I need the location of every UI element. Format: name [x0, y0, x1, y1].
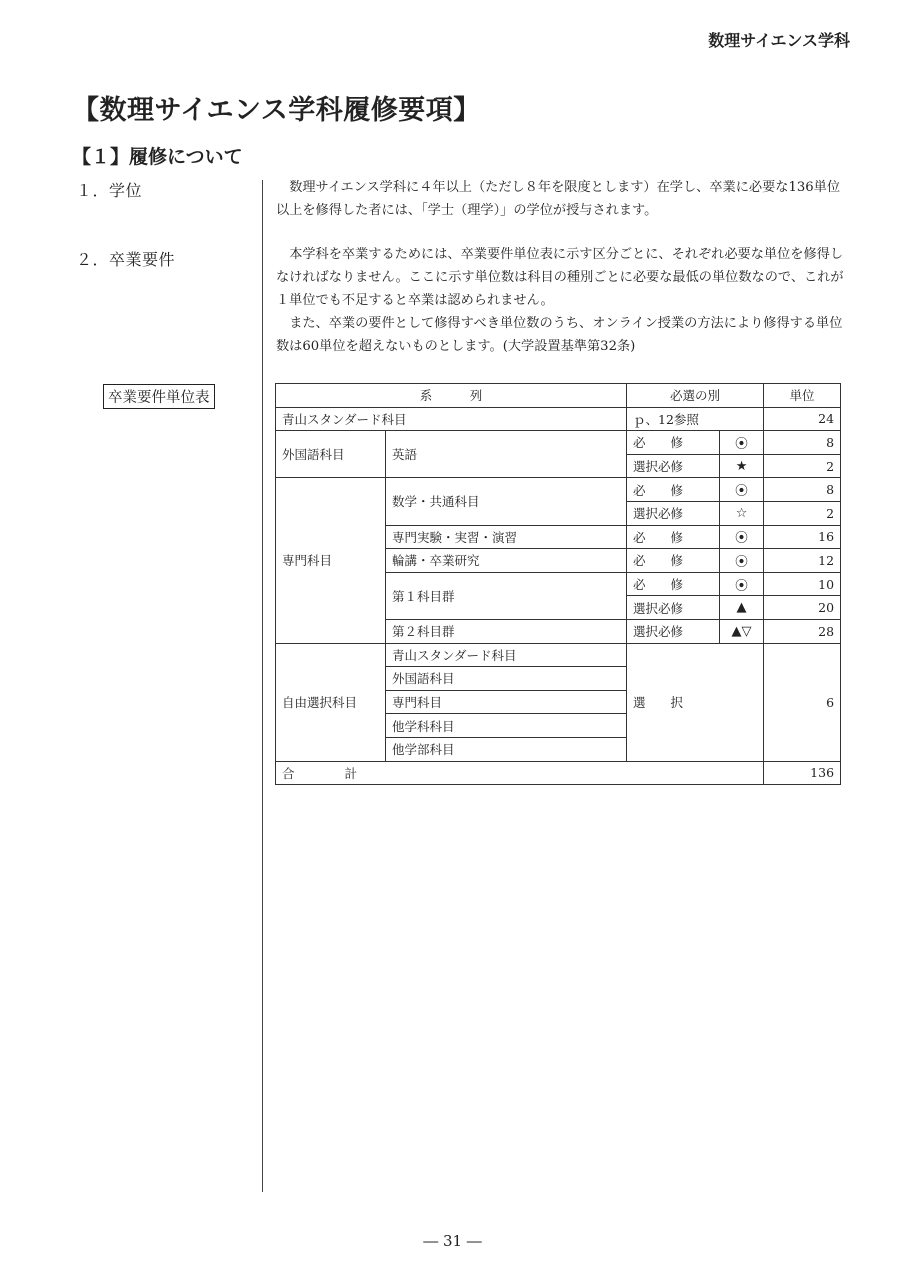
graduation-text: [276, 243, 851, 358]
type-cell: 必 修: [627, 572, 720, 596]
units-cell: 8: [764, 478, 841, 502]
item-heading-graduation: ２．卒業要件: [76, 250, 176, 269]
type-cell: 選択必修: [627, 596, 720, 620]
table-row: [276, 643, 841, 667]
total-units: 136: [764, 761, 841, 785]
page-title: 【数理サイエンス学科履修要項】: [72, 95, 481, 126]
type-cell: 選択必修: [627, 454, 720, 478]
table-row: [276, 431, 841, 455]
degree-paragraph: 数理サイエンス学科に４年以上（ただし８年を限度とします）在学し、卒業に必要な136単位以上を修得した者には、「学士（理学）」の学位が授与されます。: [276, 180, 841, 218]
subcategory-math: 数学・共通科目: [386, 478, 627, 525]
type-cell: 選択必修: [627, 501, 720, 525]
units-cell: 10: [764, 572, 841, 596]
department-header: 数理サイエンス学科: [708, 31, 850, 50]
free-subcategory: 青山スタンダード科目: [386, 643, 627, 667]
graduation-requirements-table: [275, 383, 841, 785]
type-cell: 必 修: [627, 525, 720, 549]
graduation-paragraph-1: 本学科を卒業するためには、卒業要件単位表に示す区分ごとに、それぞれ必要な単位を修得しなければなりません。ここに示す単位数は科目の種別ごとに必要な最低の単位数なので、これが１単位でも不足すると卒業は認められません。: [276, 247, 844, 308]
subcategory-english: 英語: [386, 431, 627, 478]
category-aoyama: 青山スタンダード科目: [276, 407, 627, 431]
graduation-paragraph-2: また、卒業の要件として修得すべき単位数のうち、オンライン授業の方法により修得する単位数は60単位を超えないものとします。(大学設置基準第32条): [276, 316, 843, 354]
free-subcategory: 他学部科目: [386, 737, 627, 761]
subcategory-group2: 第２科目群: [386, 619, 627, 643]
category-free: 自由選択科目: [276, 643, 386, 761]
units-cell: 28: [764, 619, 841, 643]
required-mark-icon: ⦿: [720, 549, 764, 573]
section-title: 【１】履修について: [72, 146, 243, 168]
required-mark-icon: ⦿: [720, 431, 764, 455]
required-mark-icon: ⦿: [720, 478, 764, 502]
table-header-row: [276, 384, 841, 408]
required-mark-icon: ⦿: [720, 572, 764, 596]
table-total-row: [276, 761, 841, 785]
subcategory-seminar: 輪講・卒業研究: [386, 549, 627, 573]
table-row: [276, 478, 841, 502]
header-type: 必選の別: [627, 384, 764, 408]
type-cell: ｐ、12参照: [627, 407, 764, 431]
table-row: [276, 407, 841, 431]
header-units: 単位: [764, 384, 841, 408]
black-triangle-icon: ▲: [720, 596, 764, 620]
free-subcategory: 専門科目: [386, 690, 627, 714]
type-cell: 必 修: [627, 478, 720, 502]
type-cell: 必 修: [627, 431, 720, 455]
degree-text: [276, 176, 851, 222]
units-cell: 6: [764, 643, 841, 761]
subcategory-lab: 専門実験・実習・演習: [386, 525, 627, 549]
units-cell: 2: [764, 454, 841, 478]
type-cell: 必 修: [627, 549, 720, 573]
triangle-pair-icon: ▲▽: [720, 619, 764, 643]
total-label: 合 計: [276, 761, 764, 785]
table-label: 卒業要件単位表: [103, 384, 215, 409]
subcategory-group1: 第１科目群: [386, 572, 627, 619]
free-subcategory: 外国語科目: [386, 667, 627, 691]
required-mark-icon: ⦿: [720, 525, 764, 549]
units-cell: 2: [764, 501, 841, 525]
black-star-icon: ★: [720, 454, 764, 478]
white-star-icon: ☆: [720, 501, 764, 525]
category-major: 専門科目: [276, 478, 386, 643]
units-cell: 24: [764, 407, 841, 431]
item-heading-degree: １．学位: [76, 181, 143, 200]
type-cell: 選択必修: [627, 619, 720, 643]
units-cell: 20: [764, 596, 841, 620]
free-subcategory: 他学科科目: [386, 714, 627, 738]
header-series: 系 列: [276, 384, 627, 408]
units-cell: 16: [764, 525, 841, 549]
category-foreign: 外国語科目: [276, 431, 386, 478]
vertical-divider: [262, 180, 263, 1192]
units-cell: 12: [764, 549, 841, 573]
units-cell: 8: [764, 431, 841, 455]
page-number: ― 31 ―: [423, 1232, 482, 1250]
type-cell: 選 択: [627, 643, 764, 761]
